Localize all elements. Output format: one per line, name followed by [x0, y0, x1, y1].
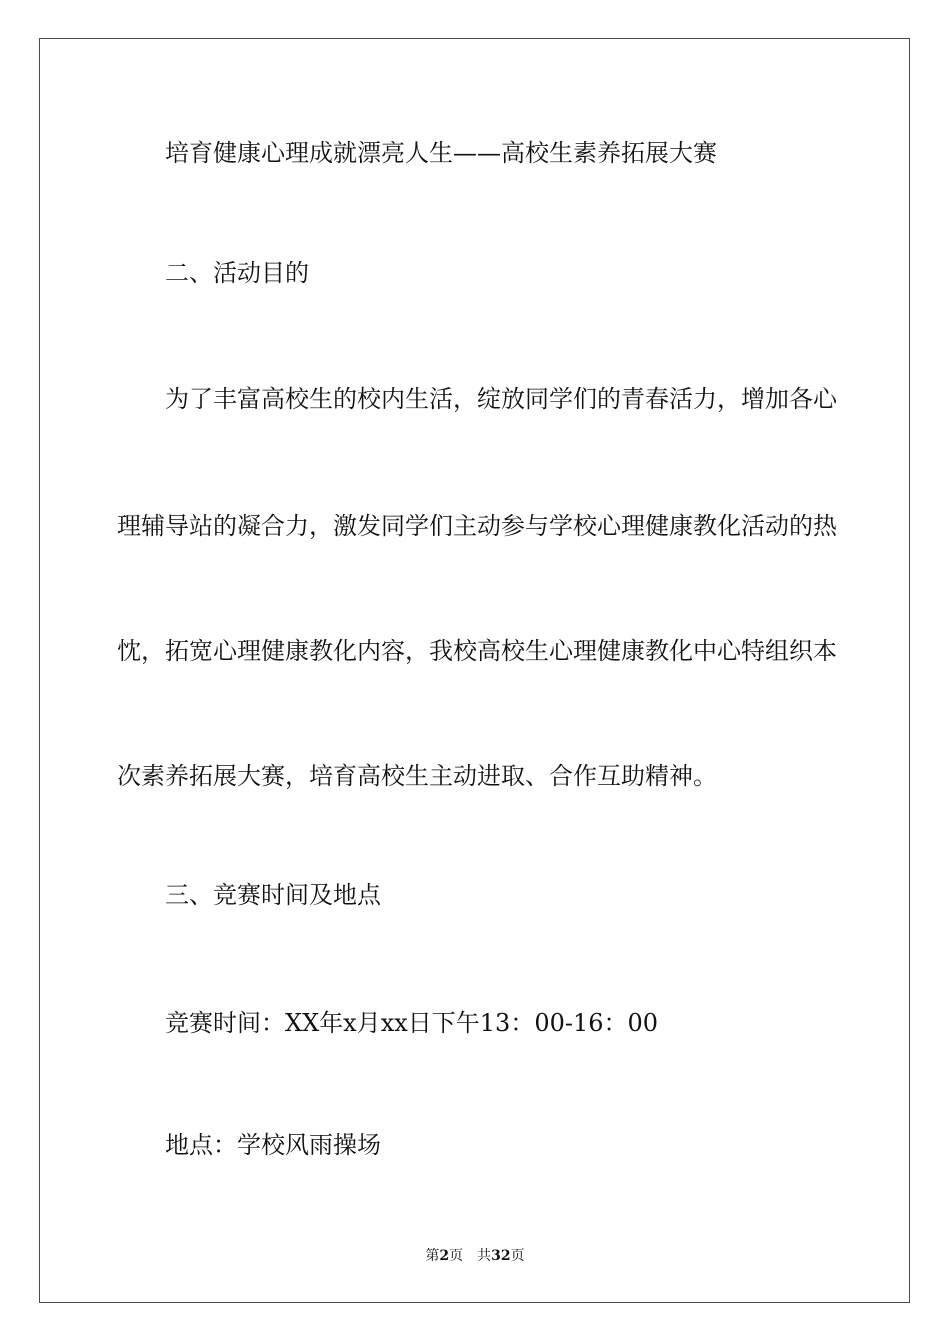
page-suffix: 页 — [449, 1248, 464, 1264]
page-number: 2 — [439, 1248, 450, 1264]
total-suffix: 页 — [510, 1248, 525, 1264]
section-heading-purpose: 二、活动目的 — [165, 259, 309, 287]
total-pages: 32 — [491, 1248, 511, 1264]
page-footer — [0, 1247, 950, 1265]
competition-time: 竞赛时间：XX年x月xx日下午13：00-16：00 — [165, 1009, 659, 1037]
body-line-3: 忱，拓宽心理健康教化内容，我校高校生心理健康教化中心特组织本 — [117, 637, 837, 665]
section-heading-time-place: 三、竞赛时间及地点 — [165, 881, 381, 909]
body-line-2: 理辅导站的凝合力，激发同学们主动参与学校心理健康教化活动的热 — [117, 512, 837, 540]
competition-location: 地点：学校风雨操场 — [165, 1131, 381, 1159]
page-border — [39, 38, 910, 1303]
title-line: 培育健康心理成就漂亮人生——高校生素养拓展大赛 — [165, 139, 717, 167]
body-line-1: 为了丰富高校生的校内生活，绽放同学们的青春活力，增加各心 — [165, 385, 837, 413]
page-prefix: 第 — [425, 1248, 440, 1264]
total-prefix: 共 — [477, 1248, 492, 1264]
body-line-4: 次素养拓展大赛，培育高校生主动进取、合作互助精神。 — [117, 762, 717, 790]
